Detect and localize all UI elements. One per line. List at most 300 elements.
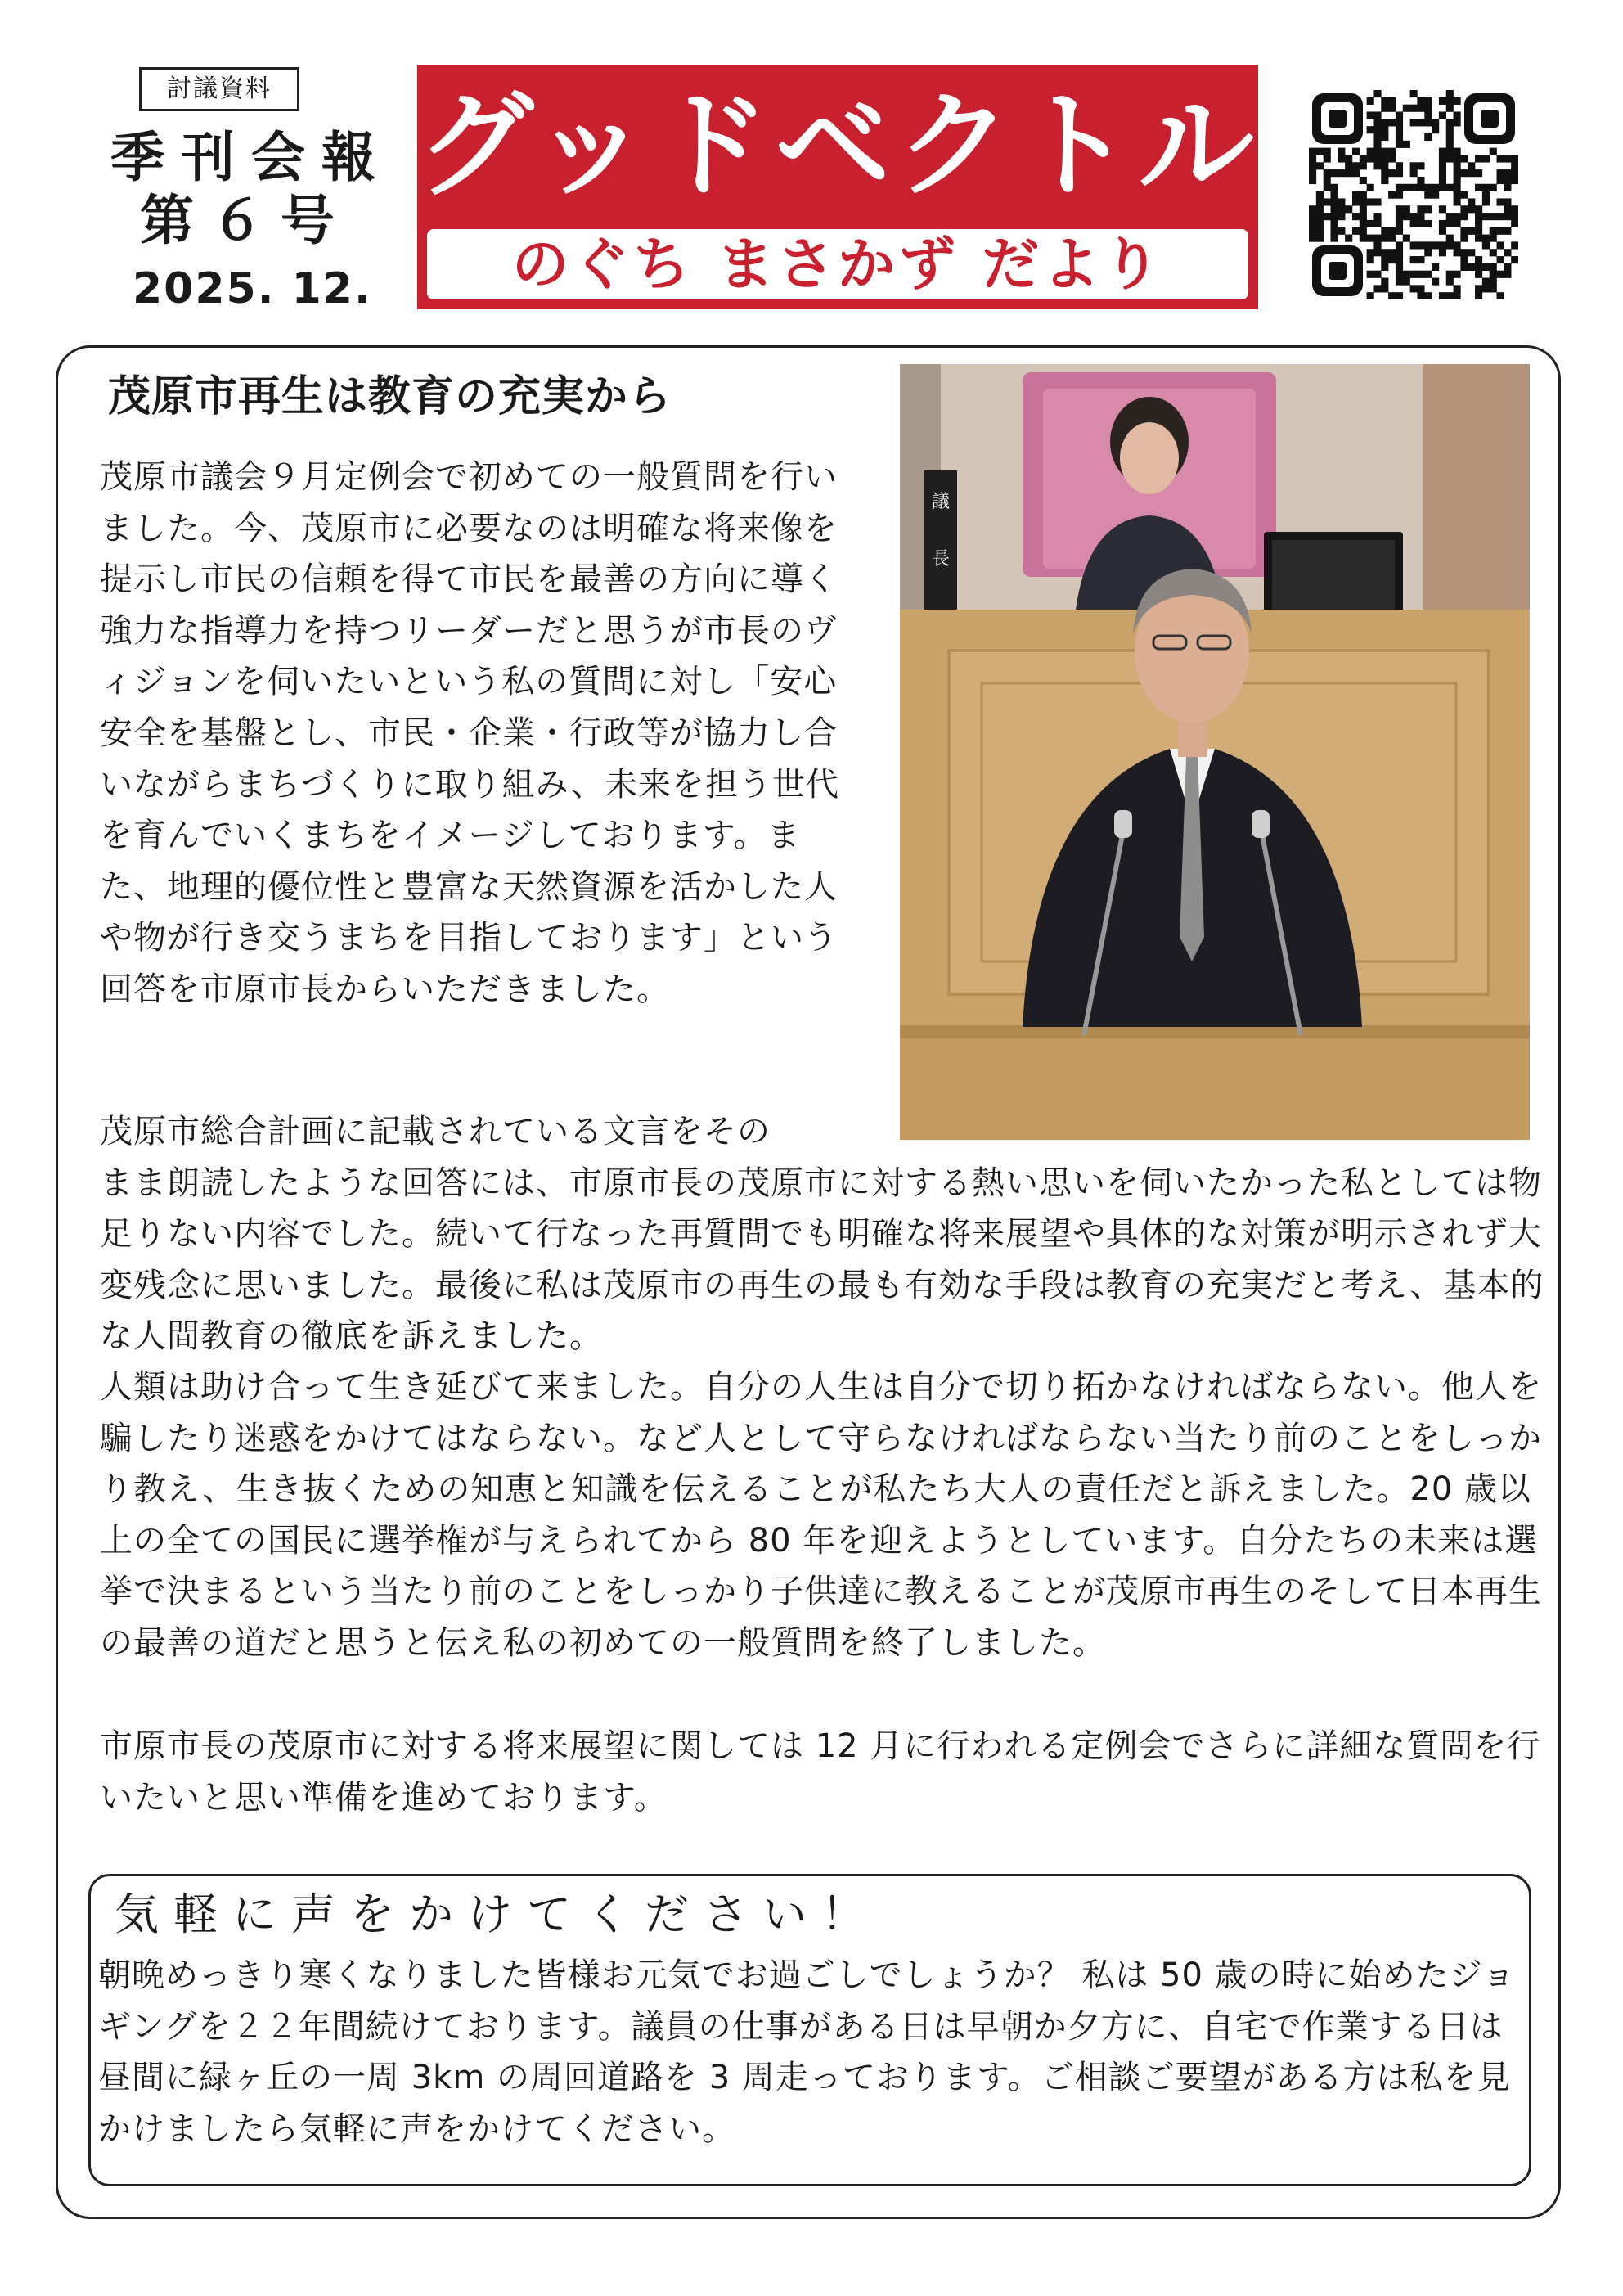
qr-module — [1410, 184, 1418, 191]
qr-module — [1468, 263, 1475, 271]
qr-module — [1381, 278, 1388, 286]
qr-module — [1396, 220, 1403, 227]
qr-module — [1367, 148, 1374, 155]
qr-module — [1316, 220, 1324, 227]
issue-date: 2025. 12. — [133, 264, 372, 313]
qr-module — [1360, 198, 1367, 205]
qr-module — [1511, 220, 1518, 227]
qr-module — [1446, 155, 1454, 162]
qr-module — [1446, 119, 1454, 126]
qr-module — [1446, 97, 1454, 105]
qr-module — [1475, 292, 1482, 299]
qr-module — [1388, 169, 1396, 177]
qr-module — [1338, 155, 1345, 162]
qr-module — [1352, 162, 1360, 169]
qr-finder-pattern — [1464, 93, 1515, 144]
qr-module — [1360, 213, 1367, 220]
qr-module — [1388, 249, 1396, 256]
qr-module — [1446, 141, 1454, 148]
qr-module — [1403, 213, 1410, 220]
qr-module — [1424, 97, 1432, 105]
qr-module — [1373, 148, 1381, 155]
qr-module — [1424, 249, 1432, 256]
qr-module — [1381, 148, 1388, 155]
qr-module — [1439, 169, 1446, 177]
svg-text:議: 議 — [931, 492, 951, 512]
qr-module — [1410, 119, 1418, 126]
qr-module — [1490, 278, 1497, 286]
qr-module — [1482, 235, 1490, 242]
qr-finder-pattern — [1312, 245, 1363, 296]
qr-module — [1381, 249, 1388, 256]
qr-module — [1388, 227, 1396, 235]
qr-module — [1424, 241, 1432, 249]
qr-module — [1367, 271, 1374, 278]
qr-module — [1352, 213, 1360, 220]
qr-module — [1410, 169, 1418, 177]
qr-module — [1338, 169, 1345, 177]
qr-module — [1460, 235, 1468, 242]
qr-module — [1482, 241, 1490, 249]
qr-module — [1367, 256, 1374, 263]
qr-module — [1338, 227, 1345, 235]
qr-module — [1410, 220, 1418, 227]
qr-module — [1454, 271, 1461, 278]
qr-module — [1330, 205, 1338, 213]
qr-module — [1504, 205, 1511, 213]
qr-module — [1381, 105, 1388, 112]
qr-module — [1460, 191, 1468, 199]
qr-module — [1373, 271, 1381, 278]
qr-module — [1330, 227, 1338, 235]
qr-module — [1373, 126, 1381, 133]
qr-module — [1388, 191, 1396, 199]
qr-module — [1439, 241, 1446, 249]
qr-module — [1424, 220, 1432, 227]
qr-module — [1454, 162, 1461, 169]
svg-text:長: 長 — [931, 549, 951, 569]
qr-module — [1417, 177, 1424, 184]
qr-module — [1410, 105, 1418, 112]
qr-module — [1309, 205, 1316, 213]
qr-module — [1360, 177, 1367, 184]
qr-module — [1381, 227, 1388, 235]
qr-module — [1504, 155, 1511, 162]
qr-module — [1360, 227, 1367, 235]
qr-module — [1511, 177, 1518, 184]
qr-module — [1396, 256, 1403, 263]
qr-module — [1373, 198, 1381, 205]
qr-module — [1497, 271, 1504, 278]
qr-module — [1454, 191, 1461, 199]
qr-module — [1446, 220, 1454, 227]
qr-module — [1352, 148, 1360, 155]
qr-module — [1381, 169, 1388, 177]
qr-module — [1367, 198, 1374, 205]
qr-module — [1309, 155, 1316, 162]
qr-module — [1373, 133, 1381, 141]
qr-module — [1497, 292, 1504, 299]
qr-module — [1381, 177, 1388, 184]
qr-module — [1367, 249, 1374, 256]
masthead — [417, 65, 1258, 309]
qr-module — [1417, 220, 1424, 227]
qr-module — [1388, 97, 1396, 105]
qr-module — [1468, 162, 1475, 169]
qr-module — [1439, 148, 1446, 155]
qr-module — [1417, 285, 1424, 292]
qr-module — [1324, 169, 1331, 177]
qr-module — [1439, 292, 1446, 299]
qr-module — [1511, 205, 1518, 213]
qr-module — [1454, 292, 1461, 299]
qr-module — [1373, 220, 1381, 227]
qr-module — [1367, 111, 1374, 119]
qr-module — [1454, 148, 1461, 155]
qr-module — [1330, 191, 1338, 199]
qr-module — [1417, 292, 1424, 299]
qr-module — [1373, 285, 1381, 292]
qr-module — [1410, 162, 1418, 169]
qr-module — [1417, 119, 1424, 126]
qr-module — [1504, 263, 1511, 271]
qr-module — [1504, 177, 1511, 184]
qr-module — [1373, 119, 1381, 126]
qr-module — [1504, 271, 1511, 278]
qr-module — [1454, 241, 1461, 249]
qr-module — [1396, 111, 1403, 119]
qr-module — [1446, 292, 1454, 299]
qr-module — [1454, 184, 1461, 191]
qr-module — [1490, 148, 1497, 155]
qr-module — [1511, 256, 1518, 263]
qr-module — [1396, 271, 1403, 278]
newsletter-subtitle: のぐち まさかず だより — [511, 231, 1164, 298]
qr-module — [1396, 292, 1403, 299]
qr-module — [1367, 155, 1374, 162]
qr-module — [1330, 213, 1338, 220]
qr-module — [1381, 133, 1388, 141]
qr-module — [1475, 155, 1482, 162]
qr-module — [1504, 249, 1511, 256]
qr-module — [1482, 155, 1490, 162]
qr-module — [1504, 213, 1511, 220]
qr-module — [1396, 184, 1403, 191]
qr-module — [1424, 111, 1432, 119]
qr-module — [1468, 249, 1475, 256]
qr-module — [1490, 227, 1497, 235]
qr-module — [1468, 198, 1475, 205]
qr-module — [1367, 292, 1374, 299]
qr-module — [1324, 177, 1331, 184]
qr-module — [1381, 126, 1388, 133]
qr-module — [1490, 249, 1497, 256]
qr-module — [1396, 213, 1403, 220]
qr-module — [1475, 271, 1482, 278]
qr-module — [1460, 249, 1468, 256]
qr-module — [1475, 169, 1482, 177]
qr-module — [1396, 119, 1403, 126]
qr-module — [1360, 205, 1367, 213]
qr-module — [1309, 148, 1316, 155]
qr-module — [1324, 213, 1331, 220]
qr-module — [1309, 220, 1316, 227]
qr-module — [1367, 184, 1374, 191]
qr-module — [1352, 198, 1360, 205]
qr-module — [1454, 198, 1461, 205]
article-paragraph — [100, 1106, 1544, 1362]
qr-module — [1482, 198, 1490, 205]
qr-module — [1424, 133, 1432, 141]
qr-module — [1309, 177, 1316, 184]
qr-module — [1475, 285, 1482, 292]
qr-module — [1367, 220, 1374, 227]
qr-module — [1381, 285, 1388, 292]
qr-module — [1446, 241, 1454, 249]
qr-module — [1511, 213, 1518, 220]
qr-module — [1504, 227, 1511, 235]
qr-module — [1417, 241, 1424, 249]
qr-module — [1360, 220, 1367, 227]
qr-module — [1446, 105, 1454, 112]
qr-module — [1475, 263, 1482, 271]
qr-module — [1345, 205, 1352, 213]
qr-module — [1373, 235, 1381, 242]
qr-module — [1381, 263, 1388, 271]
qr-module — [1446, 271, 1454, 278]
qr-module — [1454, 249, 1461, 256]
qr-code[interactable] — [1309, 90, 1518, 299]
article-paragraph: 人類は助け合って生き延びて来ました。自分の人生は自分で切り拓かなければならない。他人を騙したり迷惑をかけてはならない。など人として守らなければならない当たり前のことをしっかり教え、生き抜くための知恵と知識を伝えることが私たち大人の責任だと訴えました。20 歳以上の全ての国民に選挙権が与えられてから 80 年を迎えようとしています。自分たちの未来は選挙で決まるという当たり前のことをしっかり子供達に教えることが茂原市再生のそして日本再生の最善の道だと思うと伝え私の初めての一般質問を終了しました。 — [100, 1368, 1542, 1662]
qr-module — [1460, 227, 1468, 235]
qr-module — [1396, 227, 1403, 235]
newsletter-title: グッドベクトル — [417, 79, 1259, 214]
qr-module — [1309, 213, 1316, 220]
qr-module — [1482, 278, 1490, 286]
qr-module — [1454, 213, 1461, 220]
qr-module — [1446, 148, 1454, 155]
article-paragraph: 市原市長の茂原市に対する将来展望に関しては 12 月に行われる定例会でさらに詳細な質問を行いたいと思い準備を進めております。 — [100, 1727, 1541, 1817]
qr-module — [1460, 256, 1468, 263]
qr-module — [1410, 213, 1418, 220]
qr-module — [1432, 119, 1439, 126]
qr-module — [1403, 141, 1410, 148]
qr-module — [1316, 162, 1324, 169]
qr-module — [1432, 263, 1439, 271]
qr-module — [1309, 162, 1316, 169]
tip-text: 朝晩めっきり寒くなりました皆様お元気でお過ごしでしょうか？ 私は 50 歳の時に始めたジョギングを２２年間続けております。議員の仕事がある日は早朝か夕方に、自宅で作業する日は昼間に緑ヶ丘の一周 3km の周回道路を 3 周走っております。ご相談ご要望がある方は私を見かけましたら気軽に声をかけてください。 — [98, 1956, 1516, 2148]
qr-module — [1439, 177, 1446, 184]
qr-module — [1316, 191, 1324, 199]
qr-module — [1454, 155, 1461, 162]
qr-module — [1373, 141, 1381, 148]
qr-module — [1490, 271, 1497, 278]
qr-module — [1497, 227, 1504, 235]
qr-module — [1345, 155, 1352, 162]
qr-module — [1373, 162, 1381, 169]
qr-module — [1475, 227, 1482, 235]
qr-module — [1490, 285, 1497, 292]
qr-module — [1345, 162, 1352, 169]
qr-module — [1417, 105, 1424, 112]
qr-module — [1475, 235, 1482, 242]
qr-module — [1497, 169, 1504, 177]
qr-module — [1511, 241, 1518, 249]
qr-module — [1482, 184, 1490, 191]
qr-module — [1446, 184, 1454, 191]
qr-module — [1396, 141, 1403, 148]
qr-module — [1482, 263, 1490, 271]
qr-module — [1490, 184, 1497, 191]
qr-module — [1468, 205, 1475, 213]
qr-module — [1396, 169, 1403, 177]
qr-module — [1424, 292, 1432, 299]
qr-module — [1490, 213, 1497, 220]
qr-module — [1454, 111, 1461, 119]
qr-module — [1460, 213, 1468, 220]
qr-module — [1424, 191, 1432, 199]
qr-module — [1504, 169, 1511, 177]
qr-module — [1439, 184, 1446, 191]
qr-module — [1316, 205, 1324, 213]
distribution-stamp: 討議資料 — [139, 67, 299, 111]
qr-module — [1338, 148, 1345, 155]
qr-module — [1482, 213, 1490, 220]
qr-module — [1352, 227, 1360, 235]
qr-module — [1388, 119, 1396, 126]
qr-module — [1417, 256, 1424, 263]
qr-module — [1338, 213, 1345, 220]
qr-module — [1410, 256, 1418, 263]
qr-module — [1396, 205, 1403, 213]
qr-module — [1439, 111, 1446, 119]
qr-module — [1454, 119, 1461, 126]
qr-module — [1497, 155, 1504, 162]
qr-module — [1490, 235, 1497, 242]
qr-module — [1403, 235, 1410, 242]
qr-module — [1381, 162, 1388, 169]
qr-module — [1504, 184, 1511, 191]
qr-module — [1388, 105, 1396, 112]
qr-module — [1439, 249, 1446, 256]
qr-module — [1410, 90, 1418, 97]
qr-module — [1460, 263, 1468, 271]
qr-module — [1373, 111, 1381, 119]
qr-module — [1511, 169, 1518, 177]
qr-module — [1468, 227, 1475, 235]
qr-module — [1424, 119, 1432, 126]
qr-module — [1381, 235, 1388, 242]
tip-heading: 気軽に声をかけてください！ — [115, 1889, 880, 1940]
assembly-photo — [900, 364, 1530, 1140]
qr-module — [1424, 184, 1432, 191]
qr-module — [1497, 256, 1504, 263]
qr-module — [1316, 148, 1324, 155]
qr-module — [1497, 177, 1504, 184]
qr-module — [1316, 213, 1324, 220]
masthead-subtitle-box — [427, 229, 1248, 299]
qr-module — [1324, 184, 1331, 191]
qr-module — [1309, 169, 1316, 177]
qr-module — [1330, 169, 1338, 177]
qr-module — [1475, 184, 1482, 191]
qr-module — [1388, 256, 1396, 263]
qr-module — [1381, 155, 1388, 162]
qr-module — [1367, 126, 1374, 133]
qr-module — [1417, 213, 1424, 220]
qr-module — [1439, 227, 1446, 235]
qr-module — [1475, 256, 1482, 263]
qr-module — [1396, 249, 1403, 256]
qr-module — [1360, 162, 1367, 169]
qr-module — [1511, 155, 1518, 162]
qr-module — [1330, 184, 1338, 191]
qr-module — [1388, 155, 1396, 162]
qr-module — [1432, 241, 1439, 249]
qr-module — [1345, 235, 1352, 242]
qr-module — [1316, 235, 1324, 242]
qr-module — [1330, 220, 1338, 227]
qr-module — [1410, 285, 1418, 292]
qr-module — [1439, 220, 1446, 227]
qr-module — [1460, 205, 1468, 213]
qr-module — [1396, 162, 1403, 169]
qr-module — [1381, 256, 1388, 263]
qr-module — [1460, 169, 1468, 177]
qr-module — [1417, 162, 1424, 169]
qr-module — [1454, 177, 1461, 184]
qr-module — [1388, 235, 1396, 242]
qr-module — [1439, 162, 1446, 169]
article-paragraph: 茂原市議会９月定例会で初めての一般質問を行いました。今、茂原市に必要なのは明確な将来像を提示し市民の信頼を得て市民を最善の方向に導く強力な指導力を持つリーダーだと思うが市長のヴィジョンを伺いたいという私の質問に対し「安心安全を基盤とし、市民・企業・行政等が協力し合いながらまちづくりに取り組み、未来を担う世代を育んでいくまちをイメージしております。また、地理的優位性と豊富な天然資源を活かした人や物が行き交うまちを目指しております」という回答を市原市長からいただきました。 — [100, 458, 839, 1008]
qr-module — [1482, 191, 1490, 199]
qr-module — [1360, 191, 1367, 199]
qr-module — [1360, 235, 1367, 242]
qr-module — [1373, 213, 1381, 220]
qr-module — [1324, 155, 1331, 162]
qr-module — [1388, 292, 1396, 299]
qr-module — [1338, 205, 1345, 213]
qr-module — [1511, 162, 1518, 169]
qr-module — [1439, 205, 1446, 213]
qr-module — [1381, 119, 1388, 126]
qr-module — [1330, 235, 1338, 242]
qr-module — [1309, 227, 1316, 235]
qr-module — [1403, 278, 1410, 286]
qr-module — [1360, 155, 1367, 162]
qr-module — [1324, 198, 1331, 205]
qr-module — [1424, 205, 1432, 213]
article-heading: 茂原市再生は教育の充実から — [108, 372, 672, 421]
qr-module — [1424, 271, 1432, 278]
qr-module — [1417, 97, 1424, 105]
article-paragraph-lead: 茂原市総合計画に記載されている文言をその — [100, 1113, 771, 1150]
qr-module — [1403, 184, 1410, 191]
qr-finder-pattern — [1312, 93, 1363, 144]
qr-module — [1396, 241, 1403, 249]
qr-module — [1497, 241, 1504, 249]
qr-module — [1373, 241, 1381, 249]
qr-module — [1482, 285, 1490, 292]
qr-module — [1446, 90, 1454, 97]
qr-module — [1403, 205, 1410, 213]
qr-module — [1338, 198, 1345, 205]
qr-module — [1454, 220, 1461, 227]
qr-module — [1373, 90, 1381, 97]
qr-module — [1373, 249, 1381, 256]
qr-module — [1396, 263, 1403, 271]
qr-module — [1345, 169, 1352, 177]
